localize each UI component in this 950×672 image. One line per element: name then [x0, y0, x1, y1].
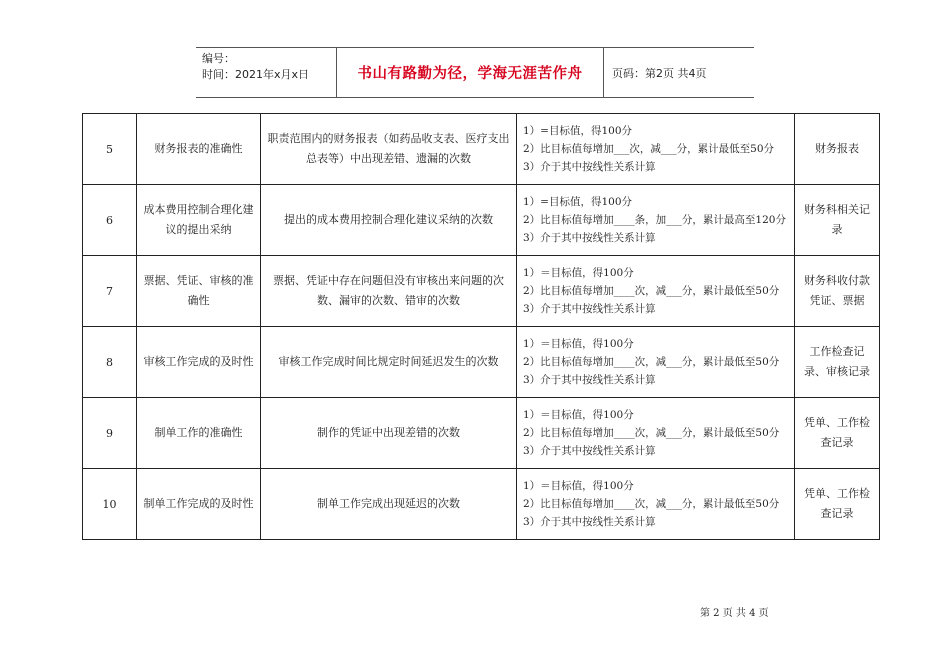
scoring-standard: [517, 114, 795, 185]
page-label: 页码：第2页 共4页: [612, 66, 707, 80]
data-source: 凭单、工作检查记录: [795, 469, 880, 540]
page-footer: 第 2 页 共 4 页: [700, 608, 769, 619]
row-number: 9: [83, 398, 137, 469]
indicator-definition: 提出的成本费用控制合理化建议采纳的次数: [261, 185, 517, 256]
header-meta: [196, 48, 337, 97]
motto: 书山有路勤为径，学海无涯苦作舟: [337, 48, 604, 97]
scoring-rule: 3）介于其中按线性关系计算: [523, 374, 656, 386]
data-source: 财务科收付款凭证、票据: [795, 256, 880, 327]
indicator-name: 制单工作的准确性: [137, 398, 261, 469]
scoring-rule: 2）比目标值每增加____次，减___分，累计最低至50分: [523, 356, 780, 368]
indicator-definition: 职责范围内的财务报表（如药品收支表、医疗支出总表等）中出现差错、遗漏的次数: [261, 114, 517, 185]
scoring-rule: 3）介于其中按线性关系计算: [523, 516, 656, 528]
scoring-rule: 2）比目标值每增加____条，加___分，累计最高至120分: [523, 214, 786, 226]
row-number: 6: [83, 185, 137, 256]
scoring-rule: 1）＝目标值，得100分: [523, 338, 634, 350]
table-row: [83, 185, 880, 256]
page-header: [196, 47, 754, 98]
table-row: [83, 256, 880, 327]
scoring-rule: 3）介于其中按线性关系计算: [523, 303, 656, 315]
data-source: 凭单、工作检查记录: [795, 398, 880, 469]
table-row: [83, 469, 880, 540]
indicator-name: 财务报表的准确性: [137, 114, 261, 185]
indicator-definition: 审核工作完成时间比规定时间延迟发生的次数: [261, 327, 517, 398]
table-row: [83, 327, 880, 398]
scoring-rule: 1）=目标值，得100分: [523, 125, 633, 137]
indicator-name: 审核工作完成的及时性: [137, 327, 261, 398]
scoring-standard: [517, 256, 795, 327]
scoring-rule: 1）=目标值，得100分: [523, 196, 633, 208]
scoring-rule: 1）＝目标值，得100分: [523, 480, 634, 492]
scoring-standard: [517, 398, 795, 469]
scoring-rule: 2）比目标值每增加___次，减___分，累计最低至50分: [523, 143, 775, 155]
row-number: 8: [83, 327, 137, 398]
scoring-standard: [517, 327, 795, 398]
row-number: 10: [83, 469, 137, 540]
data-source: 财务科相关记录: [795, 185, 880, 256]
time-label: 时间：2021年x月x日: [202, 68, 310, 81]
kpi-table: [82, 113, 880, 540]
scoring-rule: 3）介于其中按线性关系计算: [523, 232, 656, 244]
indicator-definition: 制单工作完成出现延迟的次数: [261, 469, 517, 540]
data-source: 工作检查记录、审核记录: [795, 327, 880, 398]
indicator-definition: 制作的凭证中出现差错的次数: [261, 398, 517, 469]
scoring-rule: 2）比目标值每增加____次，减___分，累计最低至50分: [523, 427, 780, 439]
scoring-rule: 3）介于其中按线性关系计算: [523, 161, 656, 173]
indicator-name: 成本费用控制合理化建议的提出采纳: [137, 185, 261, 256]
scoring-rule: 1）＝目标值，得100分: [523, 409, 634, 421]
kpi-table-body: [83, 114, 880, 540]
scoring-standard: [517, 185, 795, 256]
scoring-rule: 3）介于其中按线性关系计算: [523, 445, 656, 457]
scoring-rule: 2）比目标值每增加____次，减___分，累计最低至50分: [523, 285, 780, 297]
row-number: 7: [83, 256, 137, 327]
code-label: 编号：: [202, 52, 235, 65]
indicator-definition: 票据、凭证中存在问题但没有审核出来问题的次数、漏审的次数、错审的次数: [261, 256, 517, 327]
indicator-name: 票据、凭证、审核的准确性: [137, 256, 261, 327]
table-row: [83, 398, 880, 469]
data-source: 财务报表: [795, 114, 880, 185]
indicator-name: 制单工作完成的及时性: [137, 469, 261, 540]
scoring-standard: [517, 469, 795, 540]
table-row: [83, 114, 880, 185]
scoring-rule: 1）＝目标值，得100分: [523, 267, 634, 279]
row-number: 5: [83, 114, 137, 185]
scoring-rule: 2）比目标值每增加____次，减___分，累计最低至50分: [523, 498, 780, 510]
